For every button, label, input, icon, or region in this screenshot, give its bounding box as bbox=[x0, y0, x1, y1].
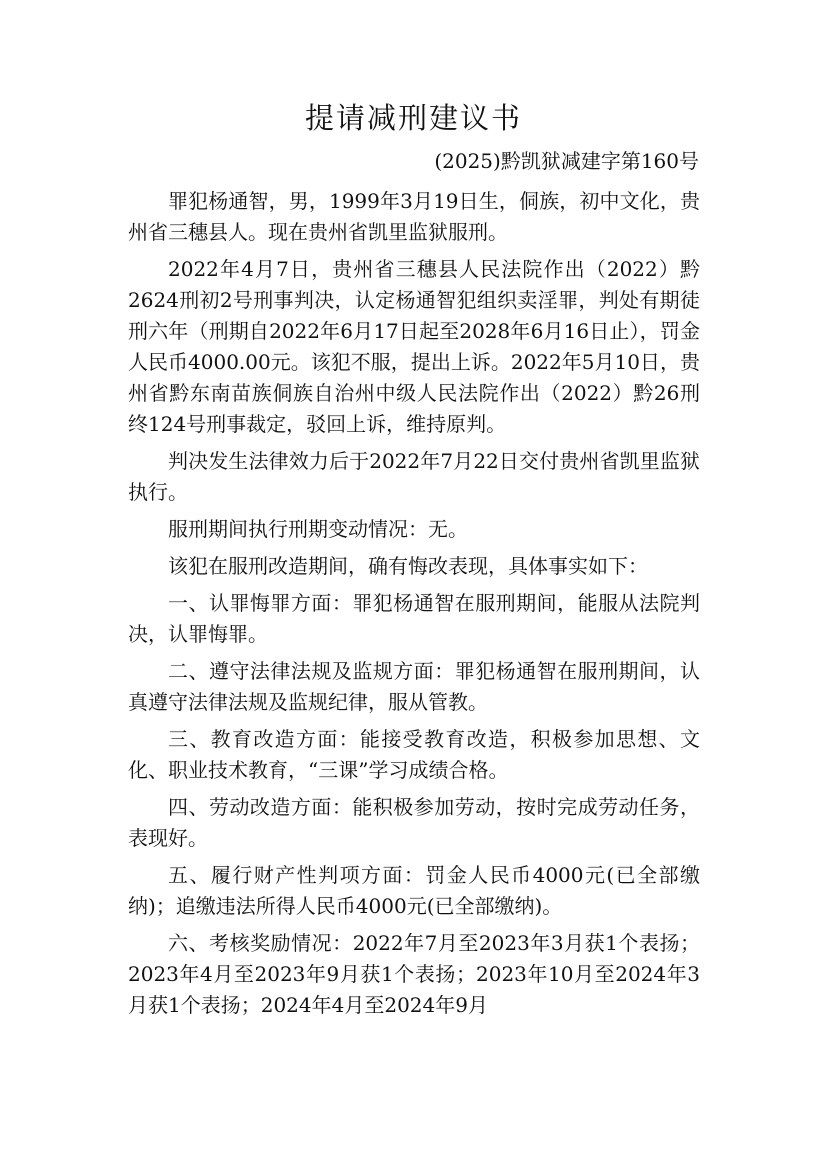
paragraph-judgment: 2022年4月7日，贵州省三穗县人民法院作出（2022）黔2624刑初2号刑事判决，认定杨通智犯组织卖淫罪，判处有期徒刑六年（刑期自2022年6月17日起至2028年6月16日止），罚金人民币4000.00元。该犯不服，提出上诉。2022年5月10日，贵州省黔东南苗族侗族自治州中级人民法院作出（2022）黔26刑终124号刑事裁定，驳回上诉，维持原判。 bbox=[128, 257, 700, 436]
paragraph-labor: 四、劳动改造方面：能积极参加劳动，按时完成劳动任务，表现好。 bbox=[128, 795, 700, 850]
document-title: 提请减刑建议书 bbox=[304, 101, 522, 135]
document-number: (2025)黔凯狱减建字第160号 bbox=[434, 149, 699, 173]
paragraph-repentance-intro: 该犯在服刑改造期间，确有悔改表现，具体事实如下： bbox=[168, 554, 648, 578]
paragraph-sentence-change: 服刑期间执行刑期变动情况：无。 bbox=[168, 517, 468, 541]
paragraph-property-judgment: 五、履行财产性判项方面：罚金人民币4000元(已全部缴纳)；追缴违法所得人民币4000元(已全部缴纳)。 bbox=[128, 863, 700, 918]
paragraph-inmate-info: 罪犯杨通智，男，1999年3月19日生，侗族，初中文化，贵州省三穗县人。现在贵州省凯里监狱服刑。 bbox=[128, 189, 700, 244]
paragraph-execution: 判决发生法律效力后于2022年7月22日交付贵州省凯里监狱执行。 bbox=[128, 449, 700, 504]
paragraph-obey-rules: 二、遵守法律法规及监规方面：罪犯杨通智在服刑期间，认真遵守法律法规及监规纪律，服从管教。 bbox=[128, 659, 700, 714]
paragraph-admit-guilt: 一、认罪悔罪方面：罪犯杨通智在服刑期间，能服从法院判决，认罪悔罪。 bbox=[128, 591, 700, 646]
paragraph-education: 三、教育改造方面：能接受教育改造，积极参加思想、文化、职业技术教育，“三课”学习成绩合格。 bbox=[128, 727, 700, 782]
paragraph-rewards: 六、考核奖励情况：2022年7月至2023年3月获1个表扬；2023年4月至2023年9月获1个表扬；2023年10月至2024年3月获1个表扬；2024年4月至2024年9月 bbox=[128, 931, 700, 1017]
document-body bbox=[128, 186, 700, 1027]
